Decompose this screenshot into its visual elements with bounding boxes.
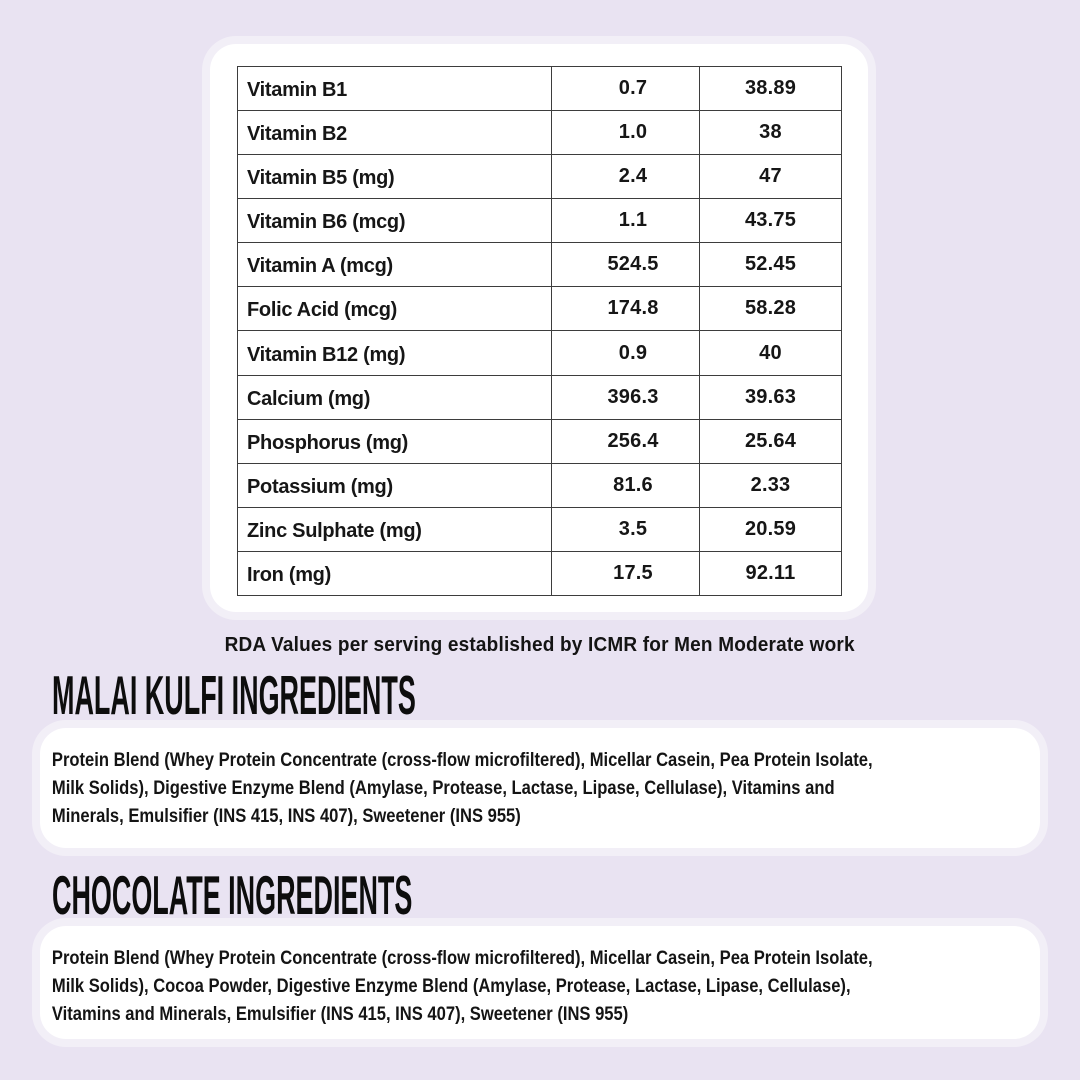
cell-label: Vitamin B1 [238, 67, 552, 111]
cell-value: 81.6 [552, 463, 700, 507]
cell-rda: 92.11 [700, 551, 842, 595]
cell-rda: 25.64 [700, 419, 842, 463]
rda-caption-row [0, 634, 1080, 657]
cell-rda: 2.33 [700, 463, 842, 507]
table-row [238, 463, 842, 507]
ingredients-line: Minerals, Emulsifier (INS 415, INS 407), Sweetener (INS 955) [51, 805, 521, 827]
chocolate-ingredients-text [40, 926, 890, 1028]
table-row [238, 199, 842, 243]
cell-value: 174.8 [552, 287, 700, 331]
cell-rda: 38.89 [700, 67, 842, 111]
cell-value: 2.4 [552, 155, 700, 199]
section-heading-malai-kulfi: MALAI KULFI INGREDIENTS [52, 664, 416, 726]
cell-rda: 58.28 [700, 287, 842, 331]
cell-value: 396.3 [552, 375, 700, 419]
table-row [238, 331, 842, 375]
ingredients-line: Protein Blend (Whey Protein Concentrate (cross-flow microfiltered), Micellar Casein, Pea Protein Isolate, [51, 947, 873, 969]
cell-label: Folic Acid (mcg) [238, 287, 552, 331]
cell-label: Calcium (mg) [238, 375, 552, 419]
table-row [238, 67, 842, 111]
cell-value: 3.5 [552, 507, 700, 551]
nutrition-table [237, 66, 842, 596]
table-row [238, 243, 842, 287]
rda-caption: RDA Values per serving established by ICMR for Men Moderate work [224, 634, 856, 656]
cell-label: Vitamin A (mcg) [238, 243, 552, 287]
cell-value: 0.9 [552, 331, 700, 375]
ingredients-line: Milk Solids), Cocoa Powder, Digestive Enzyme Blend (Amylase, Protease, Lactase, Lipase, Cellulase), [51, 975, 851, 997]
table-row [238, 507, 842, 551]
cell-rda: 47 [700, 155, 842, 199]
cell-value: 524.5 [552, 243, 700, 287]
cell-rda: 40 [700, 331, 842, 375]
nutrition-table-card [210, 44, 868, 612]
section-heading-chocolate: CHOCOLATE INGREDIENTS [52, 864, 413, 926]
nutrition-table-body [238, 67, 842, 596]
cell-label: Zinc Sulphate (mg) [238, 507, 552, 551]
cell-label: Vitamin B5 (mg) [238, 155, 552, 199]
table-row [238, 111, 842, 155]
table-row [238, 287, 842, 331]
table-row [238, 551, 842, 595]
table-row [238, 375, 842, 419]
cell-value: 17.5 [552, 551, 700, 595]
cell-value: 0.7 [552, 67, 700, 111]
cell-rda: 43.75 [700, 199, 842, 243]
cell-rda: 20.59 [700, 507, 842, 551]
cell-label: Vitamin B12 (mg) [238, 331, 552, 375]
cell-rda: 38 [700, 111, 842, 155]
table-row [238, 419, 842, 463]
ingredients-line: Milk Solids), Digestive Enzyme Blend (Amylase, Protease, Lactase, Lipase, Cellulase), Vitamins and [51, 777, 835, 799]
cell-label: Vitamin B6 (mcg) [238, 199, 552, 243]
chocolate-ingredients-card [40, 926, 1040, 1039]
cell-rda: 52.45 [700, 243, 842, 287]
cell-value: 256.4 [552, 419, 700, 463]
cell-value: 1.0 [552, 111, 700, 155]
cell-value: 1.1 [552, 199, 700, 243]
cell-label: Phosphorus (mg) [238, 419, 552, 463]
cell-rda: 39.63 [700, 375, 842, 419]
cell-label: Iron (mg) [238, 551, 552, 595]
ingredients-line: Vitamins and Minerals, Emulsifier (INS 415, INS 407), Sweetener (INS 955) [51, 1003, 629, 1025]
malai-kulfi-ingredients-card [40, 728, 1040, 848]
cell-label: Vitamin B2 [238, 111, 552, 155]
table-row [238, 155, 842, 199]
ingredients-line: Protein Blend (Whey Protein Concentrate (cross-flow microfiltered), Micellar Casein, Pea Protein Isolate, [51, 749, 873, 771]
malai-kulfi-ingredients-text [40, 728, 890, 830]
cell-label: Potassium (mg) [238, 463, 552, 507]
